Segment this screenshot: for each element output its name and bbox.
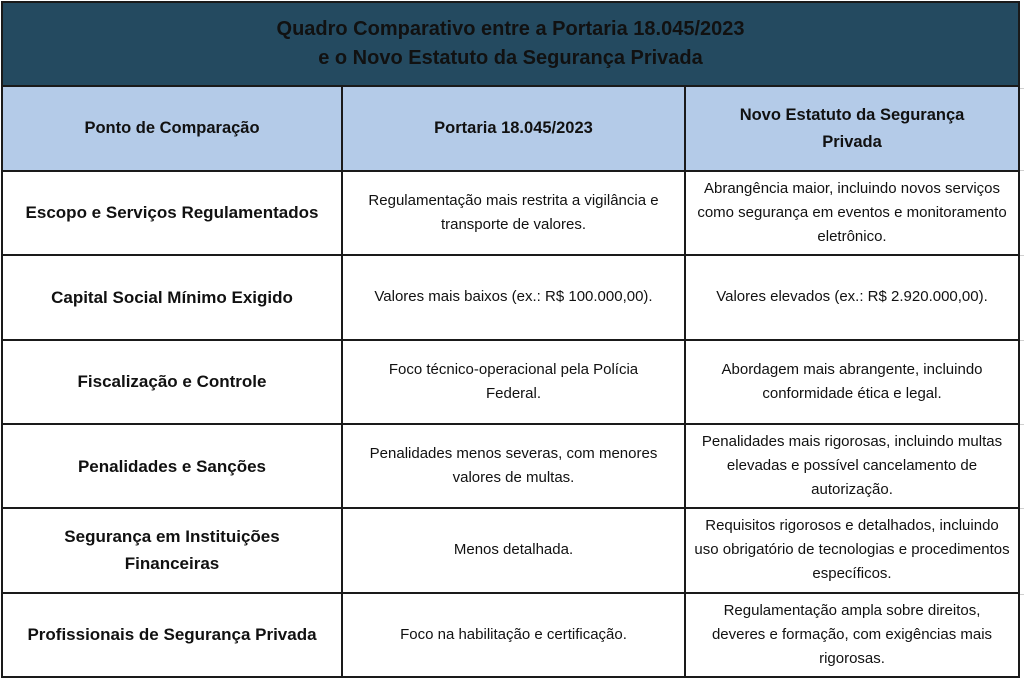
row-point: Capital Social Mínimo Exigido — [2, 255, 342, 339]
table-row — [2, 255, 1019, 339]
row-estatuto: Penalidades mais rigorosas, incluindo multas elevadas e possível cancelamento de autorização. — [685, 424, 1019, 508]
title-line-2: e o Novo Estatuto da Segurança Privada — [318, 47, 703, 70]
row-point: Penalidades e Sanções — [2, 424, 342, 508]
row-estatuto: Abrangência maior, incluindo novos serviços como segurança em eventos e monitoramento eletrônico. — [685, 171, 1019, 255]
row-portaria: Penalidades menos severas, com menores valores de multas. — [342, 424, 685, 508]
row-estatuto: Regulamentação ampla sobre direitos, deveres e formação, com exigências mais rigorosas. — [685, 593, 1019, 677]
row-portaria: Foco técnico-operacional pela Polícia Federal. — [342, 340, 685, 424]
row-portaria: Menos detalhada. — [342, 508, 685, 592]
row-estatuto: Valores elevados (ex.: R$ 2.920.000,00). — [685, 255, 1019, 339]
row-portaria: Foco na habilitação e certificação. — [342, 593, 685, 677]
table-row — [2, 508, 1019, 592]
table-row — [2, 593, 1019, 677]
comparison-table — [1, 1, 1020, 678]
header-portaria: Portaria 18.045/2023 — [342, 86, 685, 170]
title-line-1: Quadro Comparativo entre a Portaria 18.045/2023 — [276, 18, 745, 41]
row-estatuto: Requisitos rigorosos e detalhados, incluindo uso obrigatório de tecnologias e procedimentos específicos. — [685, 508, 1019, 592]
row-point: Fiscalização e Controle — [2, 340, 342, 424]
table-title — [2, 2, 1019, 86]
table-row — [2, 340, 1019, 424]
row-estatuto: Abordagem mais abrangente, incluindo conformidade ética e legal. — [685, 340, 1019, 424]
row-portaria: Valores mais baixos (ex.: R$ 100.000,00). — [342, 255, 685, 339]
header-row — [2, 86, 1019, 170]
row-portaria: Regulamentação mais restrita a vigilância e transporte de valores. — [342, 171, 685, 255]
table-row — [2, 424, 1019, 508]
header-ponto: Ponto de Comparação — [2, 86, 342, 170]
title-row — [2, 2, 1019, 86]
row-point: Profissionais de Segurança Privada — [2, 593, 342, 677]
header-estatuto: Novo Estatuto da Segurança Privada — [685, 86, 1019, 170]
table-row — [2, 171, 1019, 255]
row-point: Segurança em Instituições Financeiras — [2, 508, 342, 592]
row-point: Escopo e Serviços Regulamentados — [2, 171, 342, 255]
